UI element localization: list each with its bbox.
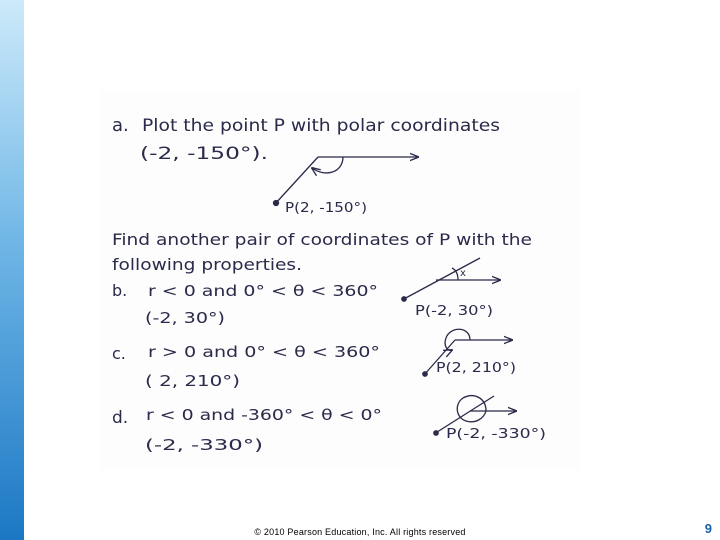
part-b-plot: [402, 258, 500, 301]
part-d-point-label: P(-2, -330°): [446, 427, 546, 442]
part-d-answer: (-2, -330°): [145, 436, 263, 454]
part-c-condition: r > 0 and 0° < θ < 360°: [148, 343, 380, 361]
part-b-answer: (-2, 30°): [145, 309, 225, 327]
part-c-point: [423, 372, 427, 376]
part-d-label: d.: [112, 408, 129, 428]
slide-number: 9: [704, 521, 712, 536]
part-c-answer: ( 2, 210°): [145, 372, 240, 390]
part-b-condition: r < 0 and 0° < θ < 360°: [148, 282, 378, 300]
part-d-condition: r < 0 and -360° < θ < 0°: [146, 406, 382, 424]
part-b-point-label: P(-2, 30°): [415, 304, 493, 319]
slide-footer: [0, 522, 720, 540]
part-c-label: c.: [112, 344, 126, 363]
part-b-angle-label: x: [460, 268, 466, 279]
part-d-point: [434, 431, 438, 435]
part-a-line1: Plot the point P with polar coordinates: [142, 116, 501, 136]
part-b-ray: [402, 258, 480, 300]
part-a-label: a.: [112, 115, 129, 136]
part-d-angle-arc: [457, 396, 486, 422]
copyright-notice: © 2010 Pearson Education, Inc. All rights reserved: [254, 527, 466, 537]
part-b-label: b.: [112, 281, 128, 300]
part-a-line2: (-2, -150°).: [140, 144, 268, 164]
part-a-point-label: P(2, -150°): [285, 201, 367, 216]
instruction-line1: Find another pair of coordinates of P with the: [112, 230, 532, 249]
instruction-line2: following properties.: [112, 255, 302, 274]
part-b-point: [402, 297, 406, 301]
part-a-ray: [275, 157, 318, 204]
part-a-plot: [274, 157, 419, 206]
part-a-point: [274, 201, 279, 206]
part-c-point-label: P(2, 210°): [436, 361, 516, 376]
